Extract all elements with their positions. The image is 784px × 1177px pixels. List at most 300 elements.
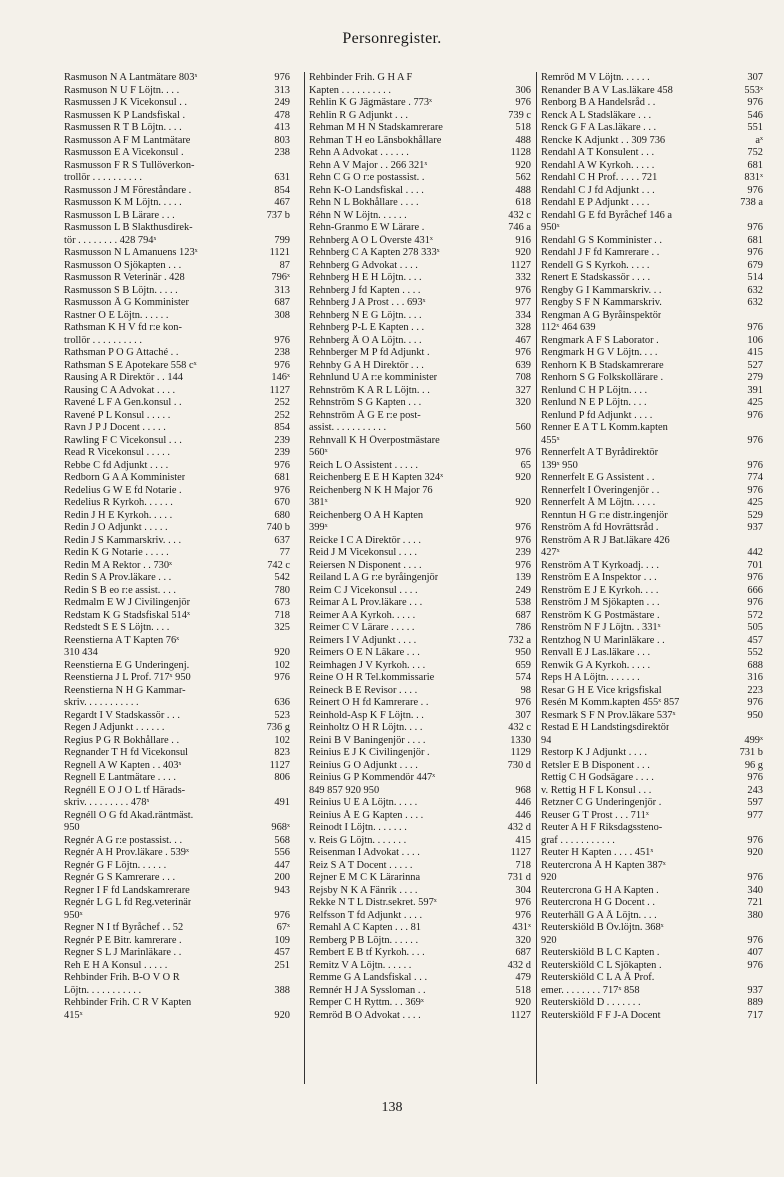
entry-name: Rausing A R Direktör . . 144 [64, 372, 183, 383]
entry-name: Rehnberg H E H Löjtn. . . . [309, 272, 422, 283]
entry-name: Renck A L Stadsläkare . . . [541, 109, 652, 121]
entry-name: Restorp K J Adjunkt . . . . [541, 747, 647, 758]
register-entry [64, 547, 290, 560]
register-entry [309, 147, 531, 160]
entry-name: 427ˣ [541, 547, 560, 558]
entry-name: Reuterskiöld C L Sjökapten . [541, 959, 662, 971]
entry-name: Redin K G Notarie . . . . . [64, 547, 169, 558]
register-entry [541, 397, 763, 410]
register-entry [309, 122, 531, 135]
entry-name: Reimers O E N Läkare . . . [309, 647, 420, 658]
register-entry [309, 835, 531, 848]
register-entry [64, 835, 290, 848]
entry-pages: 637 [274, 534, 290, 546]
entry-pages: 632 [747, 284, 763, 296]
register-entry [541, 110, 763, 123]
entry-name: Rasmuson N A Lantmätare 803ˣ [64, 72, 198, 83]
register-entry [541, 360, 763, 373]
entry-pages: 774 [747, 472, 763, 483]
register-entry [541, 610, 763, 623]
entry-name: Rehn C G O r:e postassist. . [309, 172, 425, 183]
entry-name: Regnér A G r:e postassist. . . [64, 834, 183, 846]
entry-name: 399ˣ [309, 522, 328, 533]
entry-name: tör . . . . . . . . 428 794ˣ [64, 234, 157, 246]
entry-name: Rehlin R G Adjunkt . . . [309, 109, 409, 121]
register-entry [309, 785, 531, 798]
register-entry [541, 372, 763, 385]
entry-pages: 238 [274, 347, 290, 358]
entry-name: skriv. . . . . . . . . 478ˣ [64, 797, 150, 808]
entry-pages: 388 [274, 984, 290, 996]
register-entry [309, 797, 531, 810]
entry-pages: 977 [515, 297, 531, 308]
entry-name: 950 [64, 822, 80, 833]
register-entry [541, 747, 763, 760]
entry-pages: 708 [515, 372, 531, 383]
entry-name: 310 434 [64, 647, 98, 658]
register-entry [309, 410, 531, 423]
register-entry [541, 922, 763, 935]
entry-name: Rendahl C H Prof. . . . . 721 [541, 172, 658, 183]
register-entry [541, 535, 763, 548]
entry-pages: 518 [515, 122, 531, 133]
register-entry [309, 272, 531, 285]
entry-name: Regnér A H Prov.läkare . 539ˣ [64, 847, 189, 858]
register-entry [541, 897, 763, 910]
entry-name: 849 857 920 950 [309, 784, 380, 796]
entry-name: Resén M Komm.kapten 455ˣ 857 [541, 697, 680, 708]
entry-pages: 77 [279, 547, 290, 558]
entry-name: Renhorn K B Stadskamrerare [541, 359, 664, 371]
entry-name: Remme G A Landsfiskal . . . [309, 972, 428, 983]
register-entry [541, 197, 763, 210]
entry-pages: 916 [515, 234, 531, 246]
entry-pages: 636 [274, 697, 290, 708]
entry-pages: 488 [515, 134, 531, 146]
entry-name: Reinert O H fd Kamrerare . . [309, 697, 429, 708]
register-entry [541, 872, 763, 885]
entry-pages: 632 [747, 297, 763, 308]
register-entry [541, 947, 763, 960]
register-entry [309, 397, 531, 410]
entry-name: Renström K G Postmästare . [541, 609, 660, 621]
register-entry [309, 1010, 531, 1023]
register-entry [541, 547, 763, 560]
entry-name: 920 [541, 934, 557, 946]
entry-name: Regardt I V Stadskassör . . . [64, 709, 180, 721]
entry-name: Rendahl E P Adjunkt . . . . [541, 197, 650, 208]
register-entry [309, 472, 531, 485]
entry-pages: 313 [274, 84, 290, 96]
entry-name: Ravené L F A Gen.konsul . . [64, 397, 182, 408]
register-entry [309, 347, 531, 360]
entry-pages: 976 [747, 322, 763, 333]
entry-name: Regius P G R Bokhållare . . [64, 734, 180, 746]
entry-name: Regnell A W Kapten . . 403ˣ [64, 759, 182, 771]
entry-name: Redin J H E Kyrkoh. . . . . [64, 509, 173, 521]
entry-name: 94 [541, 734, 552, 746]
entry-pages: 1121 [269, 247, 290, 258]
entry-name: Rehn A Advokat . . . . . . [309, 147, 409, 158]
entry-name: Rastner O E Löjtn. . . . . . [64, 309, 169, 321]
entry-name: 112ˣ 464 639 [541, 322, 596, 333]
register-entry [541, 272, 763, 285]
entry-pages: 239 [515, 547, 531, 558]
register-entry [64, 872, 290, 885]
register-entry [64, 597, 290, 610]
entry-name: Reid J M Vicekonsul . . . . [309, 547, 417, 558]
register-entry [541, 935, 763, 948]
entry-name: Löjtn. . . . . . . . . . . [64, 984, 142, 996]
entry-pages: 721 [747, 897, 763, 908]
entry-pages: 618 [515, 197, 531, 208]
register-entry [64, 972, 290, 985]
register-entry [64, 672, 290, 685]
register-entry [541, 672, 763, 685]
entry-name: 381ˣ [309, 497, 328, 508]
register-entry [541, 835, 763, 848]
entry-pages: 252 [274, 397, 290, 408]
register-entry [541, 785, 763, 798]
register-entry [309, 685, 531, 698]
register-entry [309, 535, 531, 548]
entry-pages: 1127 [510, 1009, 531, 1021]
register-entry [309, 972, 531, 985]
entry-pages: 976 [515, 559, 531, 571]
register-entry [541, 885, 763, 898]
entry-pages: 249 [274, 97, 290, 108]
register-entry [64, 335, 290, 348]
entry-name: graf . . . . . . . . . . . [541, 834, 615, 846]
entry-name: Renlund C H P Löjtn. . . . [541, 384, 648, 396]
entry-pages: 239 [274, 434, 290, 446]
register-entry [64, 822, 290, 835]
register-entry [541, 1010, 763, 1023]
entry-name: Renwik G A Kyrkoh. . . . . [541, 659, 651, 671]
entry-name: Reinius U E A Löjtn. . . . . [309, 797, 418, 808]
entry-pages: 415 [747, 347, 763, 358]
register-entry [64, 985, 290, 998]
entry-pages: 732 a [508, 634, 531, 646]
entry-name: Reh E H A Konsul . . . . . [64, 959, 168, 971]
register-entry [541, 422, 763, 435]
entry-pages: 467 [515, 334, 531, 346]
entry-pages: 308 [274, 309, 290, 321]
entry-name: Renström E A Inspektor . . . [541, 572, 657, 583]
register-entry [309, 735, 531, 748]
entry-name: Rasmusson S B Löjtn. . . . . [64, 284, 178, 296]
entry-pages: 98 [520, 684, 531, 696]
entry-name: Reuterhäll G A Å Löjtn. . . . [541, 909, 657, 921]
register-entry [309, 322, 531, 335]
entry-name: Reuterskiöld F F J-A Docent [541, 1009, 661, 1021]
register-entry [541, 647, 763, 660]
entry-name: Rencke K Adjunkt . . 309 736 [541, 134, 666, 146]
register-entry [541, 122, 763, 135]
entry-name: Reiersen N Disponent . . . . [309, 559, 422, 571]
entry-name: Redin J O Adjunkt . . . . . [64, 522, 168, 533]
register-entry [64, 85, 290, 98]
entry-name: Reichenberg E E H Kapten 324ˣ [309, 472, 444, 483]
entry-pages: 223 [747, 684, 763, 696]
register-entry [64, 322, 290, 335]
register-entry [64, 897, 290, 910]
entry-pages: 976 [515, 447, 531, 458]
entry-pages: 976 [274, 672, 290, 683]
register-entry [309, 585, 531, 598]
entry-name: Regnér G F Löjtn. . . . . . [64, 859, 167, 871]
entry-name: Renvall E J Las.läkare . . . [541, 647, 651, 658]
entry-name: Reinodt I Löjtn. . . . . . . [309, 822, 407, 833]
entry-pages: 701 [747, 559, 763, 571]
entry-pages: 447 [274, 859, 290, 871]
entry-name: Renander B A V Las.läkare 458 [541, 84, 673, 96]
entry-name: Redelius R Kyrkoh. . . . . . [64, 497, 173, 508]
entry-name: 920 [541, 872, 557, 883]
entry-name: Reich L O Assistent . . . . . [309, 459, 418, 471]
register-entry [309, 160, 531, 173]
register-entry [64, 422, 290, 435]
entry-name: Rehnvall K H Överpostmästare [309, 434, 440, 446]
entry-pages: 943 [274, 884, 290, 896]
register-entry [309, 435, 531, 448]
entry-name: Rengman A G Byråinspektör [541, 309, 662, 321]
entry-name: Redin S A Prov.läkare . . . [64, 572, 172, 583]
register-entry [64, 122, 290, 135]
register-entry [541, 635, 763, 648]
entry-name: Rasmuson N U F Löjtn. . . . [64, 84, 180, 96]
entry-pages: 380 [747, 909, 763, 921]
register-column-2 [304, 72, 531, 1084]
entry-pages: 786 [515, 622, 531, 633]
entry-name: Renström A R J Bat.läkare 426 [541, 534, 670, 546]
entry-name: Rehnberger M P fd Adjunkt . [309, 347, 430, 358]
entry-pages: 597 [747, 797, 763, 808]
entry-name: Renström A fd Hovrättsråd . [541, 522, 659, 533]
entry-name: Redstam K G Stadsfiskal 514ˣ [64, 609, 190, 621]
entry-name: Rehn A V Major . . 266 321ˣ [309, 159, 428, 171]
entry-pages: 976 [747, 459, 763, 471]
register-entry [309, 710, 531, 723]
entry-name: Remitz V A Löjtn. . . . . . [309, 959, 412, 971]
entry-pages: 854 [274, 422, 290, 433]
register-entry [64, 535, 290, 548]
entry-name: Rebbe C fd Adjunkt . . . . [64, 459, 169, 471]
entry-name: Rasmusson L B Slakthusdirek- [64, 222, 193, 233]
entry-pages: 976 [747, 697, 763, 708]
entry-pages: 457 [274, 947, 290, 958]
entry-pages: 780 [274, 584, 290, 596]
register-entry [309, 622, 531, 635]
register-entry [64, 947, 290, 960]
entry-name: Reim C J Vicekonsul . . . . [309, 584, 418, 596]
entry-pages: 139 [515, 572, 531, 583]
entry-name: Redelius G W E fd Notarie . [64, 484, 182, 496]
register-entry [309, 822, 531, 835]
entry-name: Regnér G S Kamrerare . . . [64, 872, 176, 883]
register-entry [541, 847, 763, 860]
register-entry [541, 310, 763, 323]
register-entry [64, 447, 290, 460]
entry-name: Rehman T H eo Länsbokhållare [309, 134, 442, 146]
entry-pages: 442 [747, 547, 763, 558]
entry-pages: 803 [274, 134, 290, 146]
register-entry [309, 847, 531, 860]
register-entry [309, 997, 531, 1010]
register-entry [64, 960, 290, 973]
register-entry [309, 922, 531, 935]
entry-pages: 479 [515, 972, 531, 983]
register-entry [64, 272, 290, 285]
entry-pages: 889 [747, 997, 763, 1008]
register-entry [541, 172, 763, 185]
register-entry [64, 222, 290, 235]
register-entry [64, 172, 290, 185]
entry-pages: 738 a [740, 197, 763, 208]
entry-name: Rehnberg N E G Löjtn. . . . [309, 309, 422, 321]
entry-pages: 976 [747, 772, 763, 783]
entry-pages: 307 [747, 72, 763, 83]
register-entry [309, 860, 531, 873]
entry-name: v. Rettig H F L Konsul . . . [541, 784, 652, 796]
entry-name: Rasmusson Å G Komminister [64, 297, 189, 308]
entry-name: Reinius Å E G Kapten . . . . [309, 809, 424, 821]
entry-pages: 313 [274, 284, 290, 296]
register-entry [64, 722, 290, 735]
register-entry [309, 597, 531, 610]
entry-pages: 717 [747, 1009, 763, 1021]
register-entry [64, 622, 290, 635]
entry-name: Reineck B E Revisor . . . . [309, 684, 418, 696]
register-entry [64, 772, 290, 785]
entry-pages: 920 [274, 647, 290, 658]
register-entry [541, 985, 763, 998]
entry-pages: 334 [515, 309, 531, 321]
entry-name: Redborn G A A Komminister [64, 472, 186, 483]
register-entry [309, 310, 531, 323]
entry-pages: 425 [747, 497, 763, 508]
register-entry [309, 510, 531, 523]
entry-name: Ravn J P J Docent . . . . . [64, 422, 166, 433]
entry-pages: 432 c [508, 722, 531, 733]
entry-pages: 639 [515, 359, 531, 371]
entry-pages: 560 [515, 422, 531, 433]
register-entry [309, 635, 531, 648]
register-entry [309, 222, 531, 235]
register-entry [309, 247, 531, 260]
register-entry [541, 697, 763, 710]
entry-pages: 238 [274, 147, 290, 158]
entry-pages: 976 [274, 909, 290, 921]
entry-pages: 146ˣ [271, 372, 290, 383]
entry-pages: 546 [747, 109, 763, 121]
register-entry [541, 522, 763, 535]
entry-pages: 432 c [508, 209, 531, 221]
register-entry [541, 322, 763, 335]
entry-name: Reinius E J K Civilingenjör . [309, 747, 430, 758]
entry-pages: 976 [515, 534, 531, 546]
register-entry [309, 722, 531, 735]
entry-name: Renert E Stadskassör . . . . [541, 272, 651, 283]
entry-name: Remberg P B Löjtn. . . . . . [309, 934, 419, 946]
register-entry [64, 372, 290, 385]
entry-pages: 937 [747, 522, 763, 533]
entry-pages: 279 [747, 372, 763, 383]
entry-pages: 65 [520, 459, 531, 471]
entry-pages: 239 [274, 447, 290, 458]
entry-name: Reinholtz O H R Löjtn. . . . [309, 722, 423, 733]
register-entry [541, 910, 763, 923]
entry-pages: 976 [515, 897, 531, 908]
register-entry [541, 347, 763, 360]
entry-name: Remper C H Ryttm. . . 369ˣ [309, 997, 424, 1008]
entry-pages: 976 [274, 334, 290, 346]
entry-name: Renlund P fd Adjunkt . . . . [541, 409, 653, 421]
entry-pages: 431ˣ [512, 922, 531, 933]
entry-name: Rasmusson F R S Tullöverkon- [64, 159, 195, 171]
entry-pages: 518 [515, 984, 531, 996]
register-entry [309, 497, 531, 510]
register-entry [64, 460, 290, 473]
register-entry [541, 147, 763, 160]
entry-name: Rendell G S Kyrkoh. . . . . [541, 259, 650, 271]
entry-pages: 976 [747, 934, 763, 946]
register-entry [309, 610, 531, 623]
entry-pages: 87 [279, 259, 290, 271]
register-entry [309, 560, 531, 573]
entry-pages: 976 [747, 409, 763, 421]
register-entry [541, 997, 763, 1010]
entry-pages: 670 [274, 497, 290, 508]
register-entry [309, 522, 531, 535]
register-entry [541, 435, 763, 448]
register-entry [541, 485, 763, 498]
entry-name: Rasmusson J M Föreståndare . [64, 184, 192, 196]
entry-pages: 718 [515, 859, 531, 871]
entry-name: Rendahl A W Kyrkoh. . . . . [541, 159, 655, 171]
entry-pages: 739 c [508, 109, 531, 121]
entry-name: Rennerfelt Å M Löjtn. . . . . [541, 497, 656, 508]
entry-pages: 67ˣ [276, 922, 290, 933]
register-entry [309, 372, 531, 385]
entry-name: Rehman M H N Stadskamrerare [309, 122, 443, 133]
entry-name: Renström J M Sjökapten . . . [541, 597, 660, 608]
register-entry [64, 847, 290, 860]
entry-pages: 499ˣ [744, 734, 763, 746]
entry-pages: 446 [515, 797, 531, 808]
entry-name: Rehnström S G Kapten . . . [309, 397, 422, 408]
entry-name: Rausing C A Advokat . . . . [64, 384, 176, 396]
register-entry [309, 185, 531, 198]
entry-name: Resar G H E Vice krigsfiskal [541, 684, 662, 696]
register-entry [309, 572, 531, 585]
entry-name: v. Reis G Löjtn. . . . . . . [309, 834, 407, 846]
entry-pages: 742 c [267, 559, 290, 571]
entry-name: Reimar A L Prov.läkare . . . [309, 597, 423, 608]
entry-name: Reutercrona H G Docent . . [541, 897, 655, 908]
entry-name: 950ˣ [64, 909, 83, 921]
register-entry [541, 797, 763, 810]
register-entry [64, 585, 290, 598]
register-entry [64, 810, 290, 823]
entry-name: Reini B V Baningenjör . . . . [309, 734, 426, 746]
register-entry [64, 160, 290, 173]
entry-pages: 976 [274, 459, 290, 471]
entry-pages: 106 [747, 334, 763, 346]
register-entry [541, 97, 763, 110]
register-column-1 [64, 72, 290, 1084]
register-entry [309, 960, 531, 973]
